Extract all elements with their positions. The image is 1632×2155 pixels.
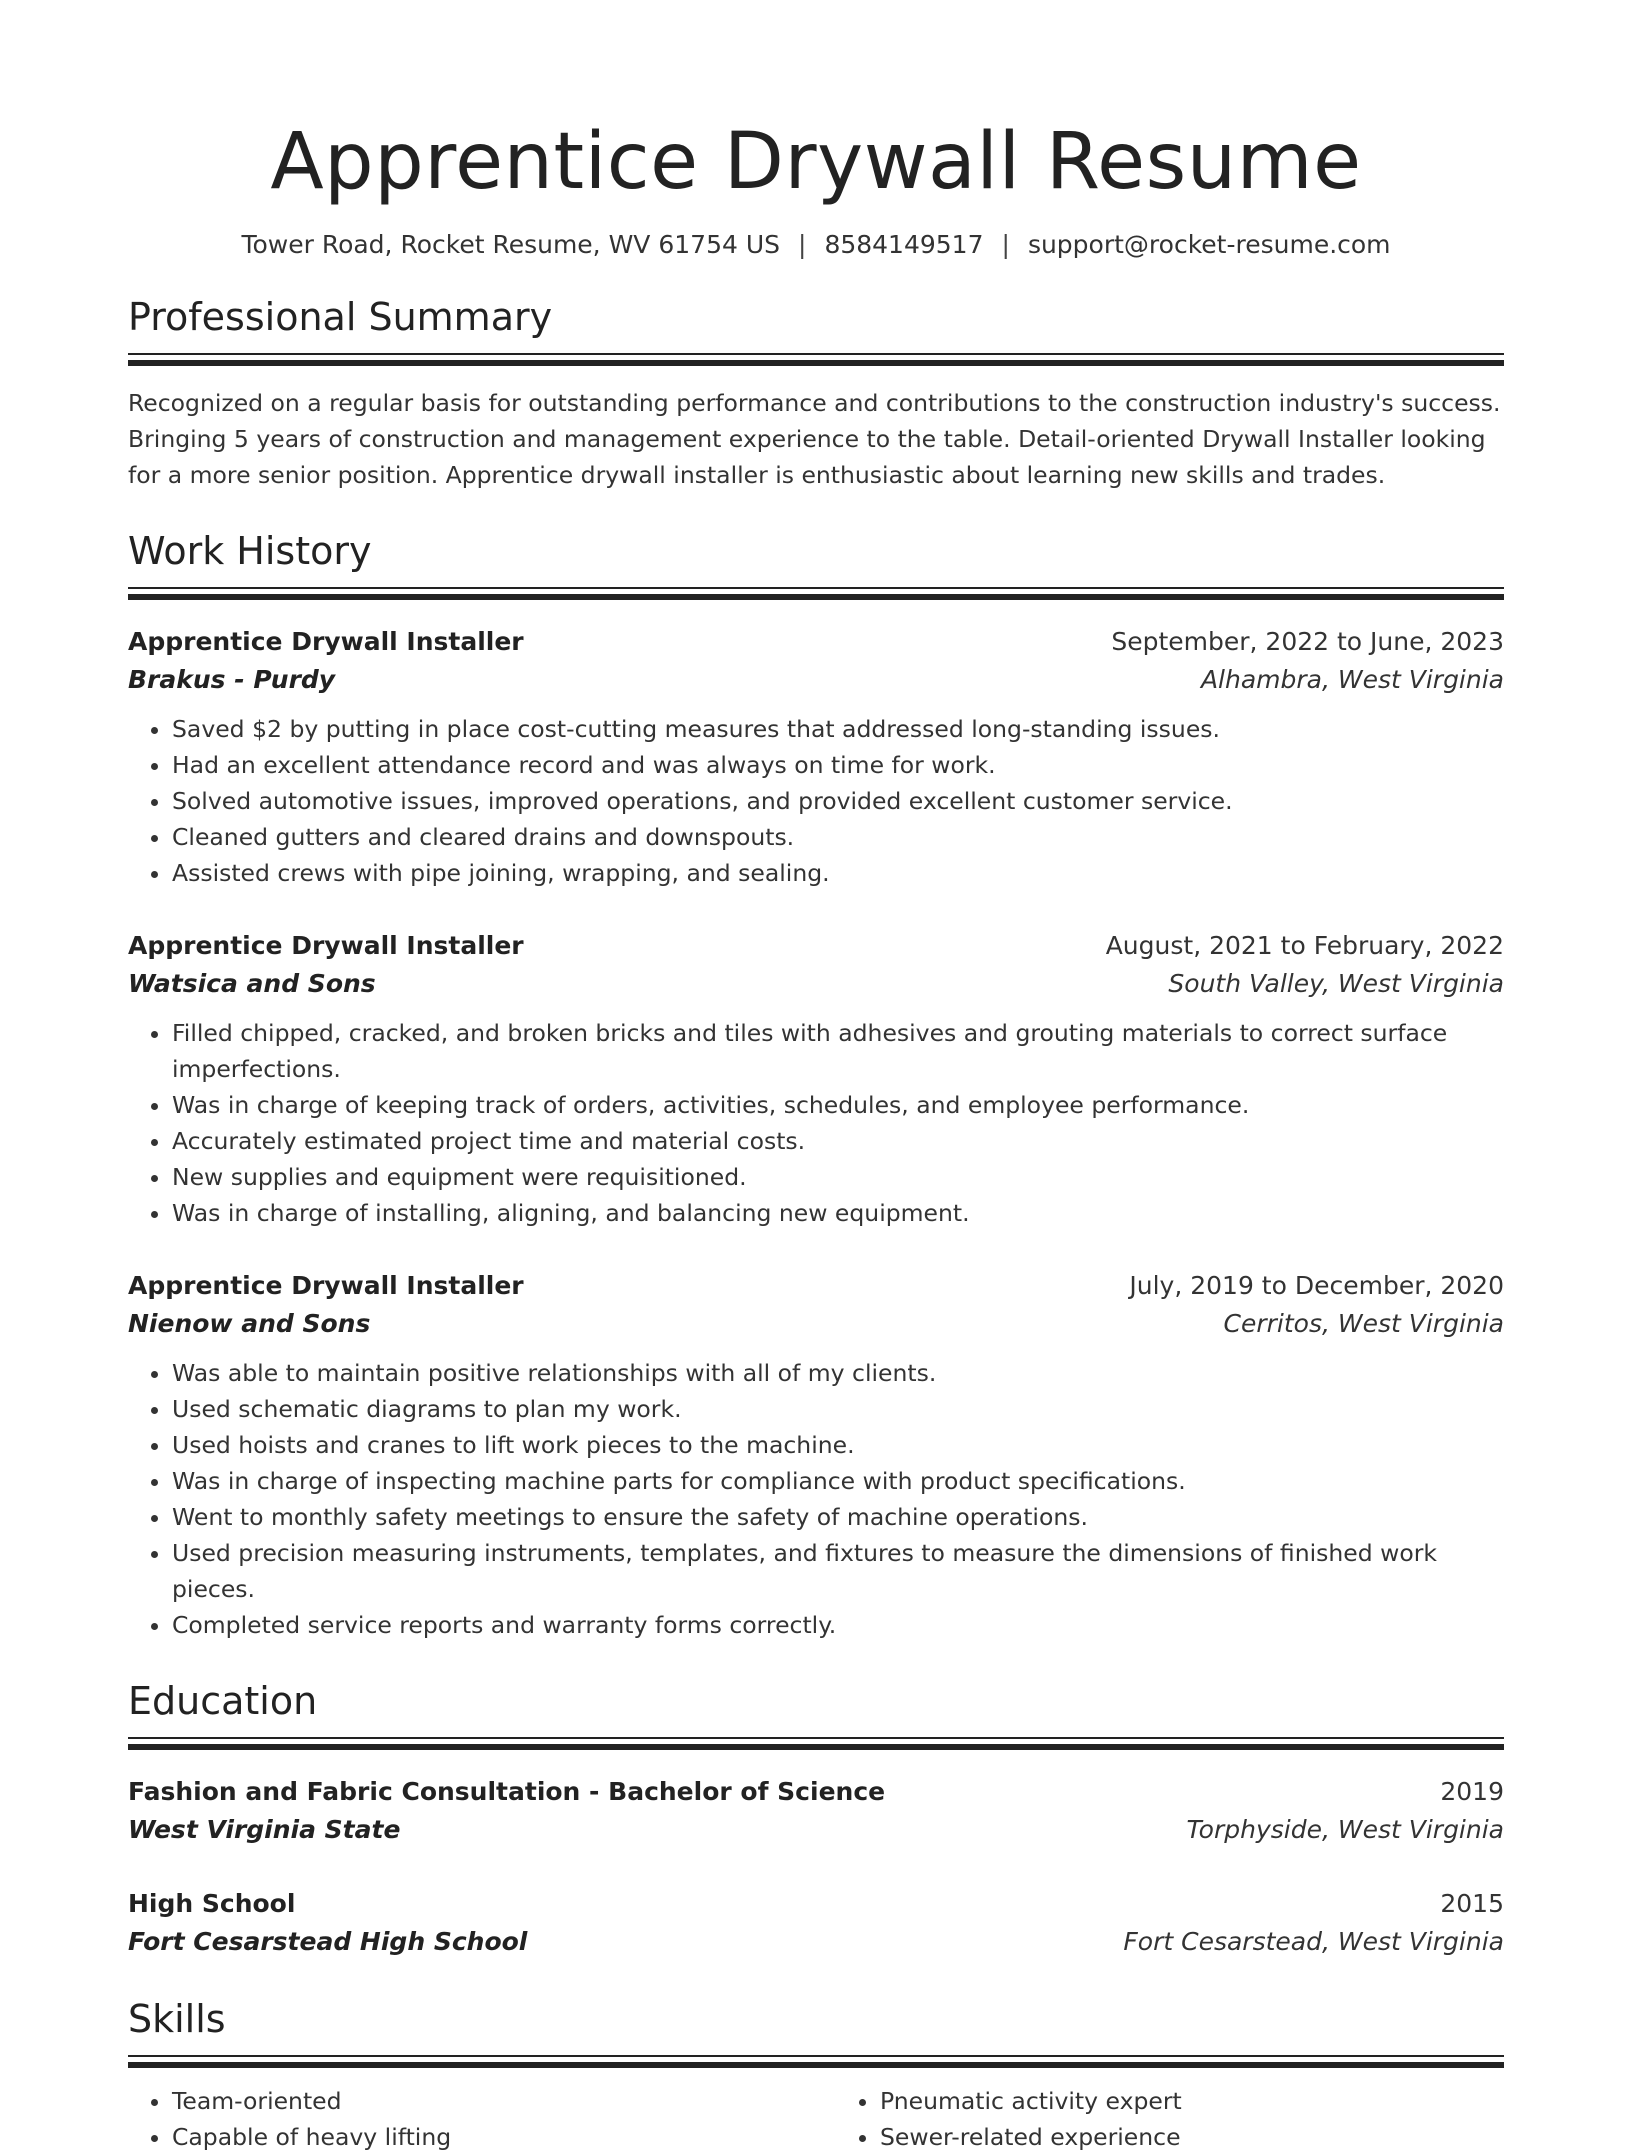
list-item: • Team-oriented: [172, 2083, 796, 2119]
section-divider: [128, 587, 1504, 601]
section-work-history: [128, 529, 1504, 1643]
education-school: Fort Cesarstead High School: [128, 1926, 528, 1956]
education-location: Fort Cesarstead, West Virginia: [1123, 1926, 1504, 1956]
education-degree: High School: [128, 1888, 296, 1918]
list-item: • Used hoists and cranes to lift work pieces to the machine.: [172, 1427, 1504, 1463]
education-subheader: [128, 1811, 1504, 1849]
job-header: [128, 927, 1504, 965]
job-location: Alhambra, West Virginia: [1200, 664, 1504, 694]
education-degree: Fashion and Fabric Consultation - Bachelor of Science: [128, 1776, 886, 1806]
education-subheader: [128, 1923, 1504, 1961]
list-item: • Was in charge of keeping track of orders, activities, schedules, and employee performance.: [172, 1087, 1504, 1123]
section-education: [128, 1679, 1504, 1961]
job-dates: August, 2021 to February, 2022: [1105, 930, 1504, 960]
contact-separator: |: [1001, 229, 1010, 259]
education-year: 2015: [1440, 1888, 1504, 1918]
list-item: • Completed service reports and warranty forms correctly.: [172, 1607, 1504, 1643]
contact-line: [128, 230, 1504, 259]
skills-column-right: [836, 2083, 1504, 2155]
list-item: • Filled chipped, cracked, and broken bricks and tiles with adhesives and grouting materials to correct surface imperfections.: [172, 1015, 1504, 1087]
job-location: Cerritos, West Virginia: [1223, 1308, 1504, 1338]
education-year: 2019: [1440, 1776, 1504, 1806]
list-item: • Sewer-related experience: [880, 2119, 1504, 2155]
section-summary: [128, 295, 1504, 493]
section-title-work: Work History: [128, 528, 372, 573]
section-divider: [128, 1737, 1504, 1751]
section-title-summary: Professional Summary: [128, 294, 553, 339]
resume-title: Apprentice Drywall Resume: [270, 117, 1362, 207]
section-title-skills: Skills: [128, 1996, 226, 2041]
section-divider: [128, 353, 1504, 367]
list-item: • Capable of heavy lifting: [172, 2119, 796, 2155]
contact-email: support@rocket-resume.com: [1027, 229, 1391, 259]
contact-phone: 8584149517: [824, 229, 984, 259]
job-entry: [128, 623, 1504, 891]
list-item: • Used precision measuring instruments, templates, and fixtures to measure the dimensions of finished work pieces.: [172, 1535, 1504, 1607]
section-divider: [128, 2055, 1504, 2069]
education-header: [128, 1773, 1504, 1811]
job-header: [128, 1267, 1504, 1305]
list-item: • Used schematic diagrams to plan my work.: [172, 1391, 1504, 1427]
job-entry: [128, 927, 1504, 1231]
summary-text: Recognized on a regular basis for outstanding performance and contributions to the construction industry's success. Bringing 5 years of construction and management experience to the table. Detail-oriented Drywall Installer looking for a more senior position. Apprentice drywall installer is enthusiastic about learning new skills and trades.: [128, 388, 1501, 489]
list-item: • Was in charge of inspecting machine parts for compliance with product specifications.: [172, 1463, 1504, 1499]
job-subheader: [128, 965, 1504, 1003]
job-dates: July, 2019 to December, 2020: [1129, 1270, 1504, 1300]
job-company: Nienow and Sons: [128, 1308, 371, 1338]
list-item: • Was able to maintain positive relationships with all of my clients.: [172, 1355, 1504, 1391]
education-header: [128, 1885, 1504, 1923]
list-item: • Accurately estimated project time and material costs.: [172, 1123, 1504, 1159]
job-bullets: [128, 711, 1504, 891]
education-entry: [128, 1773, 1504, 1849]
list-item: • Was in charge of installing, aligning, and balancing new equipment.: [172, 1195, 1504, 1231]
list-item: • Went to monthly safety meetings to ensure the safety of machine operations.: [172, 1499, 1504, 1535]
job-subheader: [128, 1305, 1504, 1343]
list-item: • Cleaned gutters and cleared drains and downspouts.: [172, 819, 1504, 855]
job-company: Brakus - Purdy: [128, 664, 336, 694]
list-item: • Had an excellent attendance record and was always on time for work.: [172, 747, 1504, 783]
job-bullets: [128, 1015, 1504, 1231]
education-entry: [128, 1885, 1504, 1961]
job-title: Apprentice Drywall Installer: [128, 930, 524, 960]
job-entry: [128, 1267, 1504, 1643]
job-title: Apprentice Drywall Installer: [128, 626, 524, 656]
job-bullets: [128, 1355, 1504, 1643]
list-item: • New supplies and equipment were requisitioned.: [172, 1159, 1504, 1195]
job-location: South Valley, West Virginia: [1168, 968, 1504, 998]
job-header: [128, 623, 1504, 661]
skills-grid: [128, 2083, 1504, 2155]
section-title-education: Education: [128, 1678, 318, 1723]
education-school: West Virginia State: [128, 1814, 401, 1844]
section-skills: [128, 1997, 1504, 2155]
list-item: • Assisted crews with pipe joining, wrapping, and sealing.: [172, 855, 1504, 891]
job-title: Apprentice Drywall Installer: [128, 1270, 524, 1300]
job-subheader: [128, 661, 1504, 699]
education-location: Torphyside, West Virginia: [1186, 1814, 1504, 1844]
list-item: • Saved $2 by putting in place cost-cutting measures that addressed long-standing issues.: [172, 711, 1504, 747]
contact-separator: |: [798, 229, 807, 259]
contact-address: Tower Road, Rocket Resume, WV 61754 US: [241, 229, 780, 259]
list-item: • Pneumatic activity expert: [880, 2083, 1504, 2119]
job-company: Watsica and Sons: [128, 968, 376, 998]
job-dates: September, 2022 to June, 2023: [1111, 626, 1504, 656]
list-item: • Solved automotive issues, improved operations, and provided excellent customer service.: [172, 783, 1504, 819]
skills-column-left: [128, 2083, 796, 2155]
